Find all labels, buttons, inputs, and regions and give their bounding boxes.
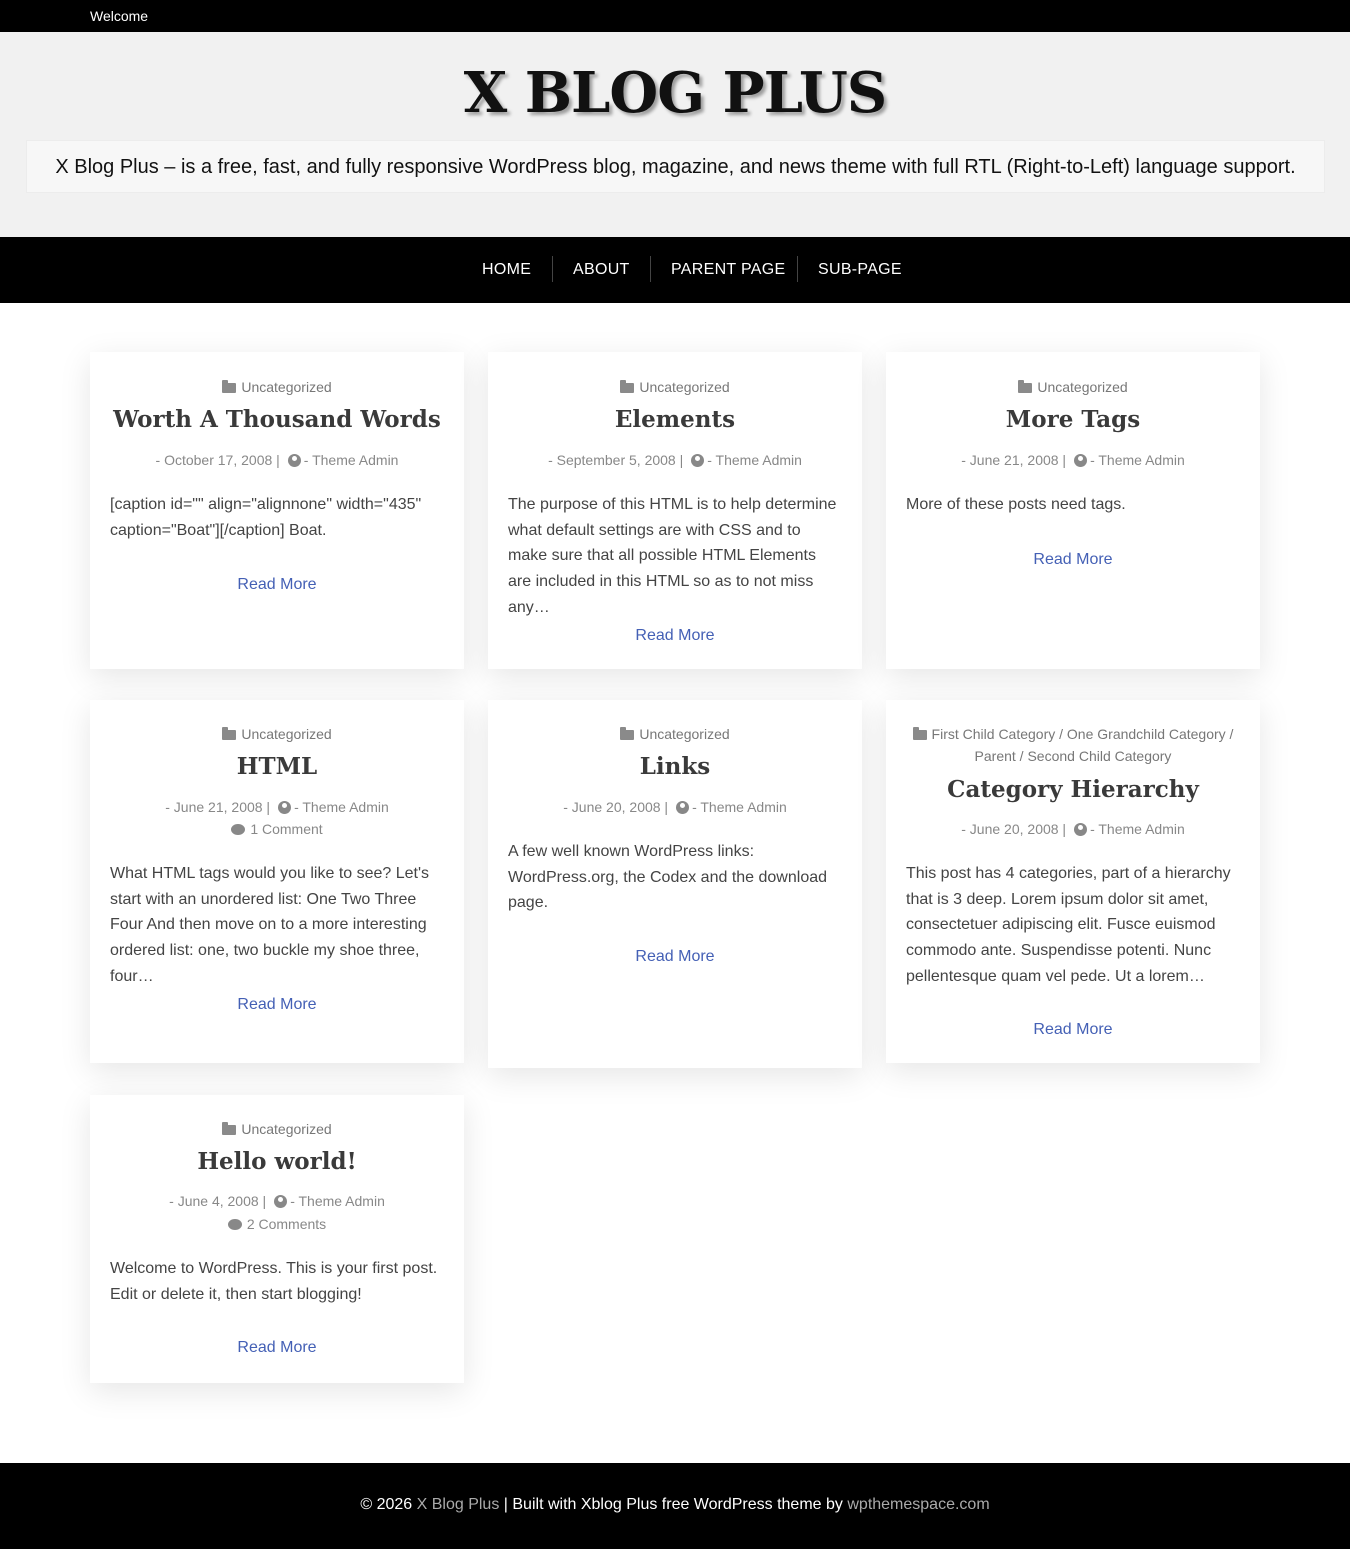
category-link[interactable]: Uncategorized xyxy=(241,1121,332,1137)
folder-icon xyxy=(222,1125,236,1135)
post-category xyxy=(90,1118,464,1140)
nav-item-parent-page[interactable]: PARENT PAGE xyxy=(671,261,786,278)
category-link[interactable]: Uncategorized xyxy=(241,726,332,742)
post-title[interactable]: Links xyxy=(639,753,711,780)
post-author[interactable]: - Theme Admin xyxy=(707,452,802,468)
post-author[interactable]: - Theme Admin xyxy=(1090,821,1185,837)
folder-icon xyxy=(222,383,236,393)
post-author[interactable]: - Theme Admin xyxy=(294,799,389,815)
post-meta xyxy=(886,449,1260,471)
nav-item-home[interactable]: HOME xyxy=(482,261,532,278)
read-more-link[interactable]: Read More xyxy=(1033,551,1113,568)
welcome-text: Welcome xyxy=(90,8,149,24)
post-excerpt: More of these posts need tags. xyxy=(906,496,1126,513)
post-meta xyxy=(886,818,1260,840)
top-bar xyxy=(0,0,1350,32)
site-header xyxy=(0,32,1350,237)
comments-link[interactable]: 1 Comment xyxy=(250,821,323,837)
post-date[interactable]: - June 4, 2008 | xyxy=(169,1193,267,1209)
footer-site-link[interactable]: X Blog Plus xyxy=(416,1496,500,1513)
site-footer xyxy=(0,1463,1350,1549)
post-excerpt: This post has 4 categories, part of a hierarchy that is 3 deep. Lorem ipsum dolor sit amet, consectetuer adipiscing elit. Fusce euismod commodo ante. Suspendisse potenti. Nunc pellentesque quam vel pede. Ut a lorem… xyxy=(906,865,1231,985)
user-icon xyxy=(274,1195,287,1208)
comment-icon xyxy=(228,1219,242,1230)
user-icon xyxy=(1074,454,1087,467)
nav-item-sub-page[interactable]: SUB-PAGE xyxy=(818,261,902,278)
post-date[interactable]: - September 5, 2008 | xyxy=(548,452,684,468)
folder-icon xyxy=(620,730,634,740)
nav-divider xyxy=(552,256,553,282)
post-date[interactable]: - June 20, 2008 | xyxy=(961,821,1067,837)
folder-icon xyxy=(222,730,236,740)
post-date[interactable]: - June 21, 2008 | xyxy=(165,799,271,815)
folder-icon xyxy=(1018,383,1032,393)
post-meta xyxy=(488,796,862,818)
post-title[interactable]: HTML xyxy=(236,753,318,780)
post-excerpt: The purpose of this HTML is to help determine what default settings are with CSS and to make sure that all possible HTML Elements are included in this HTML so as to not miss any… xyxy=(508,496,837,616)
read-more-link[interactable]: Read More xyxy=(1033,1021,1113,1038)
folder-icon xyxy=(620,383,634,393)
post-comments xyxy=(90,1213,464,1235)
post-meta xyxy=(90,796,464,818)
post-author[interactable]: - Theme Admin xyxy=(1090,452,1185,468)
read-more-link[interactable]: Read More xyxy=(237,996,317,1013)
post-category xyxy=(886,376,1260,398)
post-title[interactable]: Elements xyxy=(614,406,736,433)
footer-author-link[interactable]: wpthemespace.com xyxy=(847,1496,990,1513)
nav-item-about[interactable]: ABOUT xyxy=(573,261,630,278)
post-category xyxy=(90,376,464,398)
user-icon xyxy=(676,801,689,814)
post-comments xyxy=(90,818,464,840)
comments-link[interactable]: 2 Comments xyxy=(246,1216,327,1232)
post-meta xyxy=(488,449,862,471)
read-more-link[interactable]: Read More xyxy=(237,576,317,593)
category-link[interactable]: Uncategorized xyxy=(1037,379,1128,395)
user-icon xyxy=(278,801,291,814)
footer-built-with: | Built with Xblog Plus free WordPress theme by xyxy=(503,1496,843,1513)
post-title[interactable]: Hello world! xyxy=(197,1148,357,1175)
post-author[interactable]: - Theme Admin xyxy=(303,452,399,468)
site-tagline: X Blog Plus – is a free, fast, and fully responsive WordPress blog, magazine, and news theme with full RTL (Right-to-Left) language support. xyxy=(55,156,1296,178)
category-links[interactable]: Parent / Second Child Category xyxy=(974,748,1172,764)
post-category xyxy=(488,376,862,398)
comment-icon xyxy=(231,824,245,835)
read-more-link[interactable]: Read More xyxy=(237,1339,317,1356)
post-date[interactable]: - June 21, 2008 | xyxy=(961,452,1067,468)
category-link[interactable]: Uncategorized xyxy=(241,379,332,395)
post-card xyxy=(886,700,1260,1063)
post-excerpt: What HTML tags would you like to see? Let's start with an unordered list: One Two Three Four And then move on to a more interesting ordered list: one, two buckle my shoe three, four… xyxy=(110,865,430,985)
post-card xyxy=(90,1095,464,1383)
post-category xyxy=(90,723,464,745)
post-card xyxy=(886,352,1260,669)
post-card xyxy=(488,352,862,669)
footer-copyright: © 2026 xyxy=(360,1496,413,1513)
post-card xyxy=(90,352,464,669)
read-more-link[interactable]: Read More xyxy=(635,948,715,965)
post-excerpt: [caption id="" align="alignnone" width="435" caption="Boat"][/caption] Boat. xyxy=(110,496,422,539)
post-category xyxy=(488,723,862,745)
read-more-link[interactable]: Read More xyxy=(635,627,715,644)
user-icon xyxy=(691,454,704,467)
category-link[interactable]: Uncategorized xyxy=(639,726,730,742)
post-author[interactable]: - Theme Admin xyxy=(290,1193,385,1209)
post-date[interactable]: - June 20, 2008 | xyxy=(563,799,669,815)
post-meta xyxy=(90,1190,464,1212)
category-links[interactable]: First Child Category / One Grandchild Category / xyxy=(931,726,1234,742)
nav-divider xyxy=(650,256,651,282)
post-category xyxy=(886,723,1260,745)
user-icon xyxy=(288,454,301,467)
post-title[interactable]: Worth A Thousand Words xyxy=(113,406,441,433)
footer-credits xyxy=(0,1496,1350,1514)
user-icon xyxy=(1074,823,1087,836)
post-meta xyxy=(90,449,464,471)
folder-icon xyxy=(913,730,927,740)
post-date[interactable]: - October 17, 2008 | xyxy=(155,452,280,468)
post-excerpt: Welcome to WordPress. This is your first post. Edit or delete it, then start blogging! xyxy=(110,1260,438,1303)
main-nav xyxy=(0,237,1350,303)
tagline-box xyxy=(26,140,1325,193)
category-link[interactable]: Uncategorized xyxy=(639,379,730,395)
post-author[interactable]: - Theme Admin xyxy=(692,799,787,815)
post-card xyxy=(90,700,464,1063)
nav-divider xyxy=(797,256,798,282)
post-excerpt: A few well known WordPress links: WordPress.org, the Codex and the download page. xyxy=(508,843,828,912)
post-card xyxy=(488,700,862,1068)
post-title[interactable]: More Tags xyxy=(1005,406,1141,433)
post-title[interactable]: Category Hierarchy xyxy=(947,776,1199,803)
post-category-continued xyxy=(886,745,1260,767)
site-title[interactable]: X BLOG PLUS xyxy=(463,60,887,126)
